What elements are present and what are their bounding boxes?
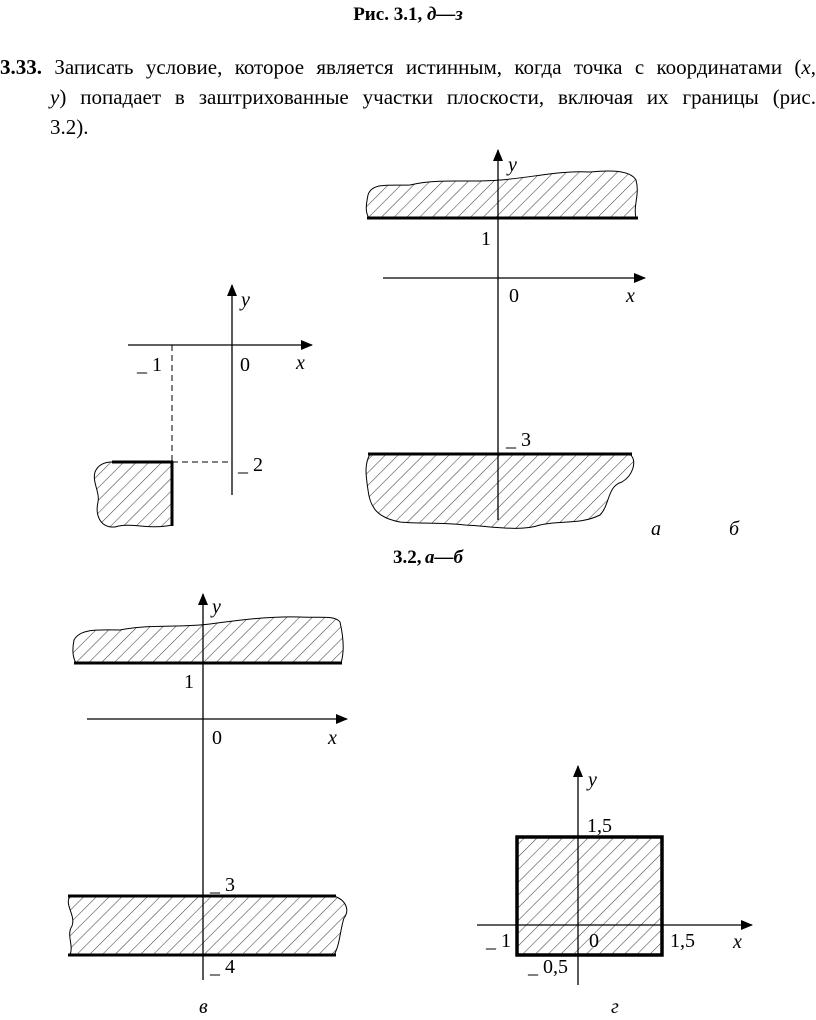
figure-b-y-label: y bbox=[508, 154, 517, 176]
figure-v-origin-label: 0 bbox=[212, 727, 222, 749]
figure-v-letter: в bbox=[199, 996, 208, 1018]
problem-text-1: Записать условие, которое является истинным, когда точка с координатами ( bbox=[54, 55, 802, 79]
problem-line-3: 3.2). bbox=[50, 115, 89, 139]
figure-g-origin-label: 0 bbox=[589, 930, 599, 952]
figure-v-y-label: y bbox=[212, 596, 221, 618]
figure-a-origin-label: 0 bbox=[240, 354, 250, 376]
problem-text-2: ) попадает в заштрихованные участки плоскости, включая их границы (рис. bbox=[59, 85, 816, 109]
figure-v-x-label: x bbox=[328, 727, 337, 749]
figure-a-shaded-region bbox=[94, 462, 172, 527]
figure-v-mid-mark: _ 3 bbox=[210, 874, 235, 896]
figure-g-right-mark: 1,5 bbox=[670, 930, 695, 952]
figure-a-y-mark: _ 2 bbox=[238, 454, 263, 476]
figure-a-x-mark: _ 1 bbox=[137, 354, 162, 376]
figure-b-upper-shaded-region bbox=[366, 171, 637, 218]
figure-a-y-label: y bbox=[241, 289, 250, 311]
figure-v bbox=[68, 594, 347, 1018]
figure-v-upper-shaded-region bbox=[73, 617, 343, 663]
figure-a bbox=[94, 285, 312, 527]
middle-caption-range: а—б bbox=[425, 547, 463, 568]
middle-caption-prefix: 3.2, bbox=[393, 547, 422, 568]
figure-b-lower-shaded-region bbox=[366, 454, 634, 528]
figure-b-origin-label: 0 bbox=[509, 285, 519, 307]
figure-g-y-label: y bbox=[588, 769, 597, 791]
figure-g-top-mark: 1,5 bbox=[587, 815, 612, 837]
x-variable: x bbox=[801, 55, 811, 79]
y-variable: y bbox=[50, 85, 60, 109]
figure-g-bottom-mark: _ 0,5 bbox=[528, 956, 568, 978]
figure-g-letter: г bbox=[611, 996, 619, 1018]
figure-g bbox=[477, 766, 752, 1018]
problem-number: 3.33. bbox=[0, 55, 42, 79]
top-caption-range: д—з bbox=[426, 4, 463, 25]
figure-v-lower-shaded-region bbox=[68, 896, 346, 955]
figure-b-lower-mark: _ 3 bbox=[506, 429, 531, 451]
figure-g-x-label: x bbox=[733, 931, 742, 953]
problem-text-1-end: , bbox=[810, 55, 816, 79]
figure-b bbox=[366, 150, 740, 540]
figure-b-upper-mark: 1 bbox=[481, 228, 491, 250]
figure-a-letter: а bbox=[651, 518, 661, 540]
figure-g-left-mark: _ 1 bbox=[486, 930, 511, 952]
figure-b-x-label: x bbox=[626, 285, 635, 307]
figure-v-upper-mark: 1 bbox=[184, 671, 194, 693]
figure-b-letter: б bbox=[729, 518, 740, 540]
figure-a-x-label: x bbox=[296, 352, 305, 374]
top-caption-prefix: Рис. 3.1, bbox=[353, 4, 427, 25]
figure-v-lower-mark: _ 4 bbox=[210, 956, 235, 978]
